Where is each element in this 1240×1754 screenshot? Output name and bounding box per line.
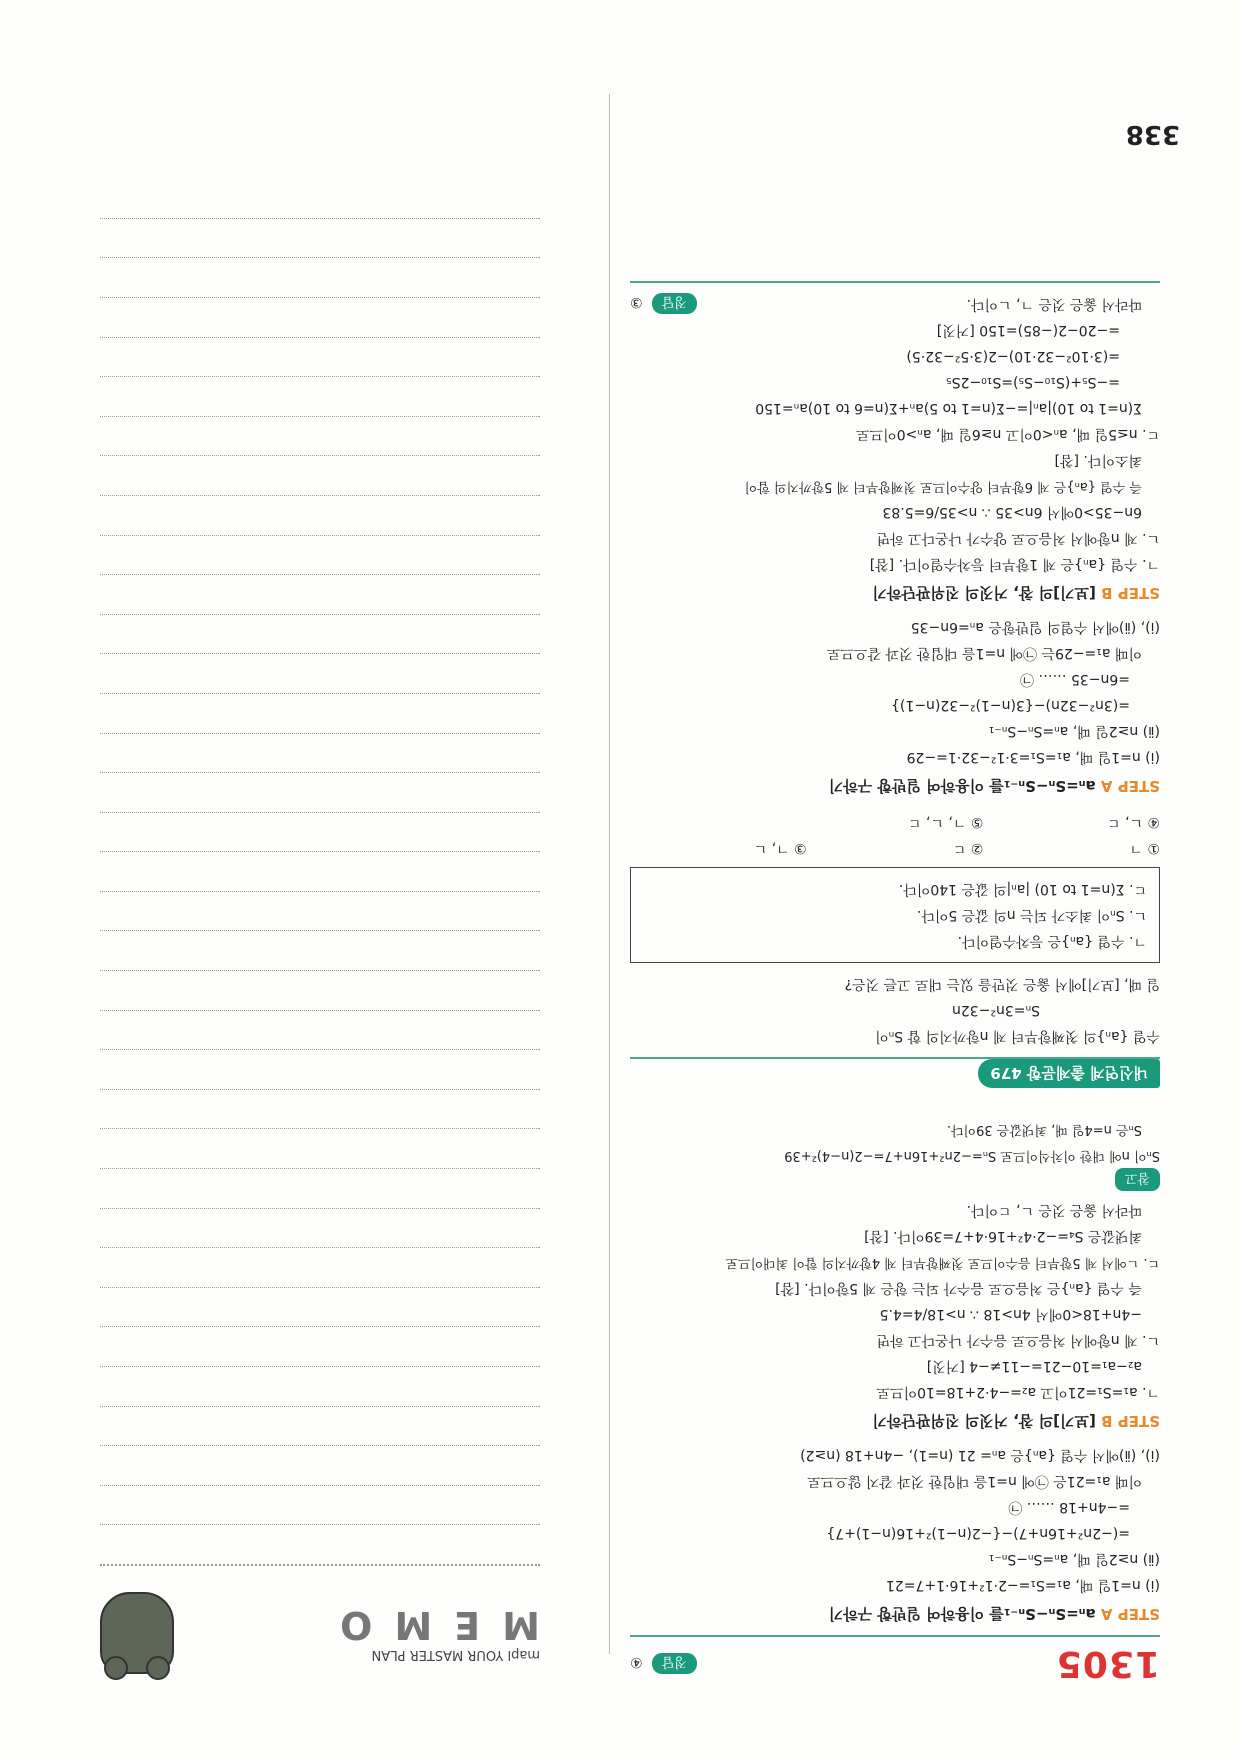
solution-line: (ⅰ) n=1일 때, a₁=S₁=3·1²−32·1=−29	[906, 749, 1160, 765]
memo-title: MEMO	[318, 1603, 540, 1648]
solution-line: =(3·10²−32·10)−2(3·5²−32·5)	[906, 348, 1120, 364]
memo-lines	[100, 218, 540, 1526]
solution-line: (ⅰ), (ⅱ)에서 수열의 일반항은 aₙ=6n−35	[910, 619, 1160, 635]
memo-column	[100, 179, 540, 1674]
step-b-body	[630, 1197, 1160, 1405]
memo-ruled-line	[100, 376, 540, 377]
answer-value: ③	[630, 294, 643, 311]
step-b-heading: STEP B [보기]의 참, 거짓의 진위판단하기	[872, 1412, 1160, 1430]
option-2[interactable]: ② ㄷ	[952, 840, 984, 856]
answer-tag: 정답	[652, 294, 697, 315]
memo-ruled-line	[100, 970, 540, 971]
memo-ruled-line	[100, 535, 540, 536]
solution-line: 따라서 옳은 것은 ㄴ, ㄷ이다.	[966, 1202, 1142, 1218]
solution-line: =−4n+18 …… ㉠	[1008, 1499, 1130, 1515]
option-5[interactable]: ⑤ ㄱ, ㄴ, ㄷ	[907, 814, 984, 830]
memo-ruled-line	[100, 1128, 540, 1129]
solution-line: (ⅰ) n=1일 때, a₁=S₁=−2·1²+16·1+7=21	[885, 1577, 1160, 1593]
note-line: Sₙ이 n에 대한 이차식이므로 Sₙ=−2n²+16n+7=−2(n−4)²+39	[784, 1148, 1160, 1163]
answer-options	[630, 813, 1160, 859]
memo-ruled-line	[100, 614, 540, 615]
memo-ruled-line	[100, 1366, 540, 1367]
problem-text: 일 때, [보기]에서 옳은 것만을 있는 대로 고른 것은?	[844, 976, 1160, 992]
memo-header	[100, 1592, 540, 1674]
memo-ruled-line	[100, 1524, 540, 1525]
memo-ruled-line	[100, 1326, 540, 1327]
solution-line: (ⅰ), (ⅱ)에서 수열 {aₙ}은 aₙ= 21 (n=1), −4n+18 (n≥2)	[800, 1447, 1160, 1463]
solution-column	[630, 281, 1160, 1684]
solution-line: 6n−35>0에서 6n>35 ∴ n>35/6=5.83	[882, 504, 1142, 520]
section-rule	[630, 281, 1160, 283]
memo-ruled-line	[100, 1010, 540, 1011]
solution-line: ㄴ. 제 n항에서 처음으로 음수가 나온다고 하면	[876, 1332, 1160, 1348]
memo-ruled-line	[100, 1445, 540, 1446]
solution-line: 따라서 옳은 것은 ㄱ, ㄴ이다.	[966, 296, 1142, 312]
solution-line: (ⅱ) n≥2일 때, aₙ=Sₙ−Sₙ₋₁	[988, 1551, 1160, 1567]
memo-ruled-line	[100, 495, 540, 496]
memo-ruled-line	[100, 1247, 540, 1248]
solution-line: 최소이다. [참]	[1054, 452, 1142, 468]
bogi-item: ㄷ. Σ(n=1 to 10) |aₙ|의 값은 140이다.	[898, 881, 1147, 897]
memo-ruled-line	[100, 416, 540, 417]
solution-line: 최댓값은 S₄=−2·4²+16·4+7=39이다. [참]	[864, 1228, 1142, 1244]
memo-ruled-line	[100, 1208, 540, 1209]
problem-number: 1305	[1055, 1643, 1160, 1684]
note-line: Sₙ은 n=4일 때, 최댓값은 39이다.	[946, 1122, 1142, 1137]
memo-ruled-line	[100, 693, 540, 694]
answer-tag: 정답	[652, 1653, 697, 1674]
problem-479-header	[630, 1059, 1160, 1088]
solution-line: =(3n²−32n)−{3(n−1)²−32(n−1)}	[891, 697, 1130, 713]
step-a-body	[630, 614, 1160, 770]
solution-line: a₂−a₁=10−21=−11≠−4 [거짓]	[926, 1358, 1142, 1374]
solution-line: 이때 a₁=21은 ㉠에 n=1을 대입한 것과 같지 않으므로	[807, 1473, 1142, 1489]
memo-ruled-line	[100, 1485, 540, 1486]
option-1[interactable]: ① ㄱ	[1129, 840, 1160, 856]
option-4[interactable]: ④ ㄴ, ㄷ	[1107, 814, 1160, 830]
memo-ruled-line	[100, 733, 540, 734]
memo-header-rule	[100, 1564, 540, 1566]
memo-ruled-line	[100, 931, 540, 932]
memo-ruled-line	[100, 653, 540, 654]
memo-ruled-line	[100, 1049, 540, 1050]
bear-mascot-icon	[100, 1592, 174, 1674]
solution-line: ㄴ. 제 n항에서 처음으로 양수가 나온다고 하면	[876, 530, 1160, 546]
solution-line: 이때 a₁=−29는 ㉠에 n=1을 대입한 것과 같으므로	[826, 645, 1142, 661]
solution-line: ㄷ. n≤5일 때, aₙ<0이고 n≥6일 때, aₙ>0이므로	[856, 426, 1160, 442]
memo-ruled-line	[100, 574, 540, 575]
step-b-heading: STEP B [보기]의 참, 거짓의 진위판단하기	[872, 584, 1160, 602]
note-tag: 참고	[1115, 1168, 1160, 1191]
step-a-heading: STEP A aₙ=Sₙ−Sₙ₋₁를 이용하여 일반항 구하기	[828, 777, 1160, 795]
memo-ruled-line	[100, 257, 540, 258]
memo-ruled-line	[100, 812, 540, 813]
answer-value: ④	[630, 1654, 643, 1670]
step-a-heading: STEP A aₙ=Sₙ−Sₙ₋₁를 이용하여 일반항 구하기	[828, 1605, 1160, 1623]
solution-line: =6n−35 …… ㉠	[1020, 671, 1130, 687]
option-3[interactable]: ③ ㄱ, ㄴ	[753, 840, 807, 856]
memo-ruled-line	[100, 337, 540, 338]
bogi-box	[630, 867, 1160, 963]
solution-line: −4n+18<0에서 4n>18 ∴ n>18/4=4.5	[879, 1306, 1142, 1322]
memo-ruled-line	[100, 851, 540, 852]
solution-line: ㄱ. 수열 {aₙ}은 제 1항부터 등차수열이다. [참]	[869, 556, 1160, 572]
memo-ruled-line	[100, 297, 540, 298]
solution-line: =−20−2(−85)=150 [거짓]	[936, 322, 1120, 338]
solution-line: (ⅱ) n≥2일 때, aₙ=Sₙ−Sₙ₋₁	[988, 723, 1160, 739]
solution-line: ㄱ. a₁=S₁=21이고 a₂=−4·2+18=10이므로	[876, 1384, 1160, 1400]
problem-text: 수열 {aₙ}의 첫째항부터 제 n항까지의 합 Sₙ이	[875, 1028, 1160, 1044]
memo-ruled-line	[100, 1406, 540, 1407]
page-number: 338	[1125, 119, 1180, 149]
problem-1305-header	[630, 1643, 1160, 1684]
bogi-item: ㄴ. Sₙ이 최소가 되는 n의 값은 5이다.	[916, 907, 1147, 923]
problem-479-title: 내신연계 출제문항 479	[978, 1059, 1160, 1088]
memo-ruled-line	[100, 1168, 540, 1169]
problem-text: Sₙ=3n²−32n	[951, 1002, 1040, 1018]
step-a-body	[630, 1442, 1160, 1598]
brand-logo: mapl YOUR MASTER PLAN	[371, 1647, 540, 1663]
solution-line: Σ(n=1 to 10)|aₙ|=−Σ(n=1 to 5)aₙ+Σ(n=6 to 10)aₙ=150	[755, 400, 1142, 416]
bogi-item: ㄱ. 수열 {aₙ}은 등차수열이다.	[957, 933, 1147, 949]
memo-ruled-line	[100, 1287, 540, 1288]
final-answer-row	[630, 291, 1160, 317]
memo-ruled-line	[100, 218, 540, 219]
memo-ruled-line	[100, 455, 540, 456]
solution-line: 즉 수열 {aₙ}은 제 6항부터 양수이므로 첫째항부터 제 5항까지의 합이	[744, 479, 1142, 494]
memo-ruled-line	[100, 891, 540, 892]
memo-ruled-line	[100, 772, 540, 773]
section-rule	[630, 1635, 1160, 1637]
solution-line: =(−2n²+16n+7)−{−2(n−1)²+16(n−1)+7}	[826, 1525, 1130, 1541]
memo-ruled-line	[100, 1089, 540, 1090]
column-divider	[609, 94, 610, 1654]
note-block	[630, 1116, 1160, 1191]
solution-line: 즉 수열 {aₙ}은 처음으로 음수가 되는 항은 제 5항이다. [참]	[775, 1280, 1142, 1296]
step-b-body	[630, 281, 1160, 577]
solution-line: ㄷ. ㄴ에서 제 5항부터 음수이므로 첫째항부터 제 4항까지의 합이 최대이므로	[725, 1255, 1160, 1270]
solution-line: =−S₅+(S₁₀−S₅)=S₁₀−2S₅	[946, 374, 1120, 390]
